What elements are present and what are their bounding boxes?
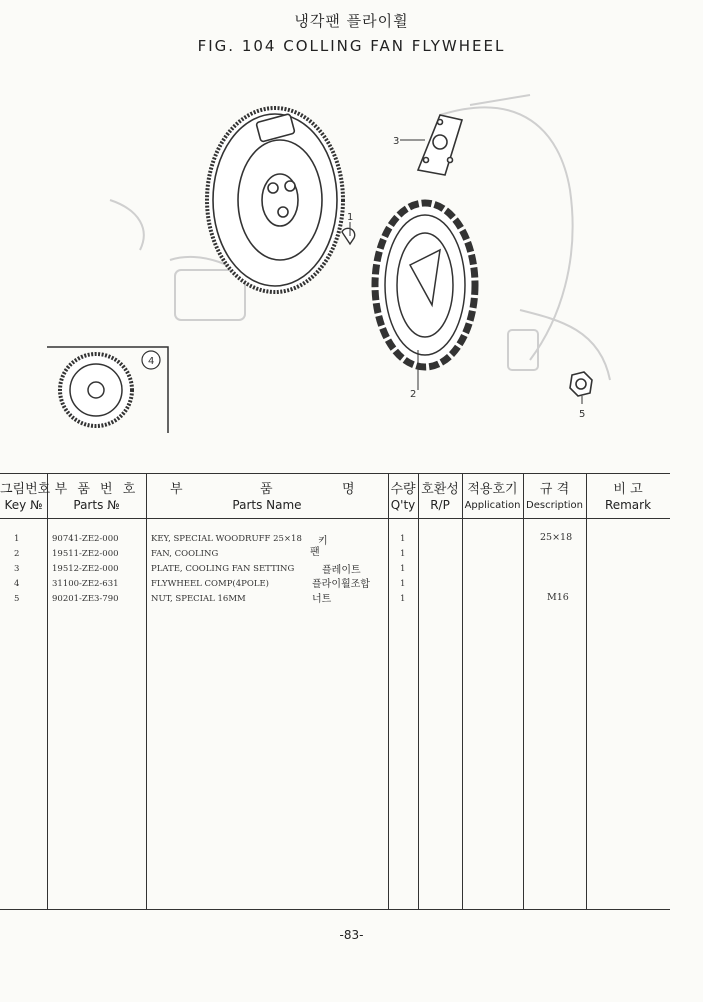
- table-row-4-qty: 1: [400, 579, 406, 589]
- header-key-ko: 그림번호: [0, 482, 51, 497]
- page-title-korean: 냉각팬 플라이휠: [294, 12, 409, 30]
- header-remark-en: Remark: [604, 498, 652, 512]
- table-row-1-part: 90741-ZE2-000: [52, 534, 119, 544]
- header-name-ko-2: 품: [260, 482, 276, 497]
- header-application-ko: 적용호기: [467, 482, 518, 497]
- callout-5: 5: [579, 409, 586, 420]
- table-row-2-key: 2: [14, 549, 20, 559]
- table-row-5-part: 90201-ZE3-790: [52, 594, 119, 604]
- header-name-ko-1: 부: [170, 482, 186, 497]
- table-row-2-part: 19511-ZE2-000: [52, 549, 119, 559]
- header-description-en: Description: [526, 500, 583, 511]
- table-row-1-desc: 25×18: [540, 532, 573, 543]
- header-name-en: Parts Name: [232, 498, 302, 512]
- flywheel-drawing: [207, 108, 343, 292]
- header-application-en: Application: [464, 500, 521, 511]
- header-description-ko: 규 격: [539, 482, 570, 497]
- callout-2: 2: [410, 389, 417, 400]
- header-rp-ko: 호환성: [421, 482, 459, 497]
- table-row-3-part: 19512-ZE2-000: [52, 564, 119, 574]
- plate-drawing: [418, 115, 462, 175]
- table-row-1-qty: 1: [400, 534, 406, 544]
- callout-1: 1: [347, 212, 354, 223]
- table-row-3-qty: 1: [400, 564, 406, 574]
- table-row-2-name: FAN, COOLING: [151, 549, 219, 559]
- table-row-3-key: 3: [14, 564, 20, 574]
- table-row-5-name-ko: 너트: [312, 594, 332, 605]
- table-row-4-name-ko: 플라이휠조합: [312, 579, 370, 590]
- callout-3: 3: [393, 136, 400, 147]
- table-row-1-key: 1: [14, 534, 20, 544]
- table-row-2-name-ko: 팬: [310, 547, 320, 558]
- header-remark-ko: 비 고: [613, 482, 643, 497]
- table-row-1-name-ko: 키: [318, 536, 328, 547]
- table-row-3-name-ko: 플레이트: [322, 565, 361, 576]
- table-row-4-part: 31100-ZE2-631: [52, 579, 119, 589]
- table-row-3-name: PLATE, COOLING FAN SETTING: [151, 564, 295, 574]
- table-row-2-qty: 1: [400, 549, 406, 559]
- exploded-parts-diagram: [0, 60, 703, 460]
- table-row-5-name: NUT, SPECIAL 16MM: [151, 594, 246, 604]
- header-parts-en: Parts №: [73, 498, 120, 512]
- header-name-ko-3: 명: [342, 482, 358, 497]
- parts-table: [0, 473, 670, 910]
- table-row-5-key: 5: [14, 594, 20, 604]
- table-row-1-name: KEY, SPECIAL WOODRUFF 25×18: [151, 534, 302, 544]
- header-rp-en: R/P: [430, 498, 450, 512]
- woodruff-key-drawing: [342, 228, 355, 244]
- header-key-en: Key №: [4, 498, 43, 512]
- table-row-4-name: FLYWHEEL COMP(4POLE): [151, 579, 269, 589]
- table-row-4-key: 4: [14, 579, 20, 589]
- background-wiring: [110, 95, 610, 380]
- table-row-5-desc: M16: [547, 592, 569, 603]
- page-number: -83-: [339, 928, 364, 942]
- header-qty-ko: 수량: [390, 482, 416, 497]
- header-parts-ko: 부 품 번 호: [54, 482, 139, 497]
- cooling-fan-drawing: [375, 203, 475, 367]
- header-qty-en: Q'ty: [390, 498, 416, 512]
- callout-4: 4: [148, 356, 155, 367]
- nut-drawing: [570, 372, 592, 396]
- page-title-english: FIG. 104 COLLING FAN FLYWHEEL: [197, 37, 506, 55]
- table-row-5-qty: 1: [400, 594, 406, 604]
